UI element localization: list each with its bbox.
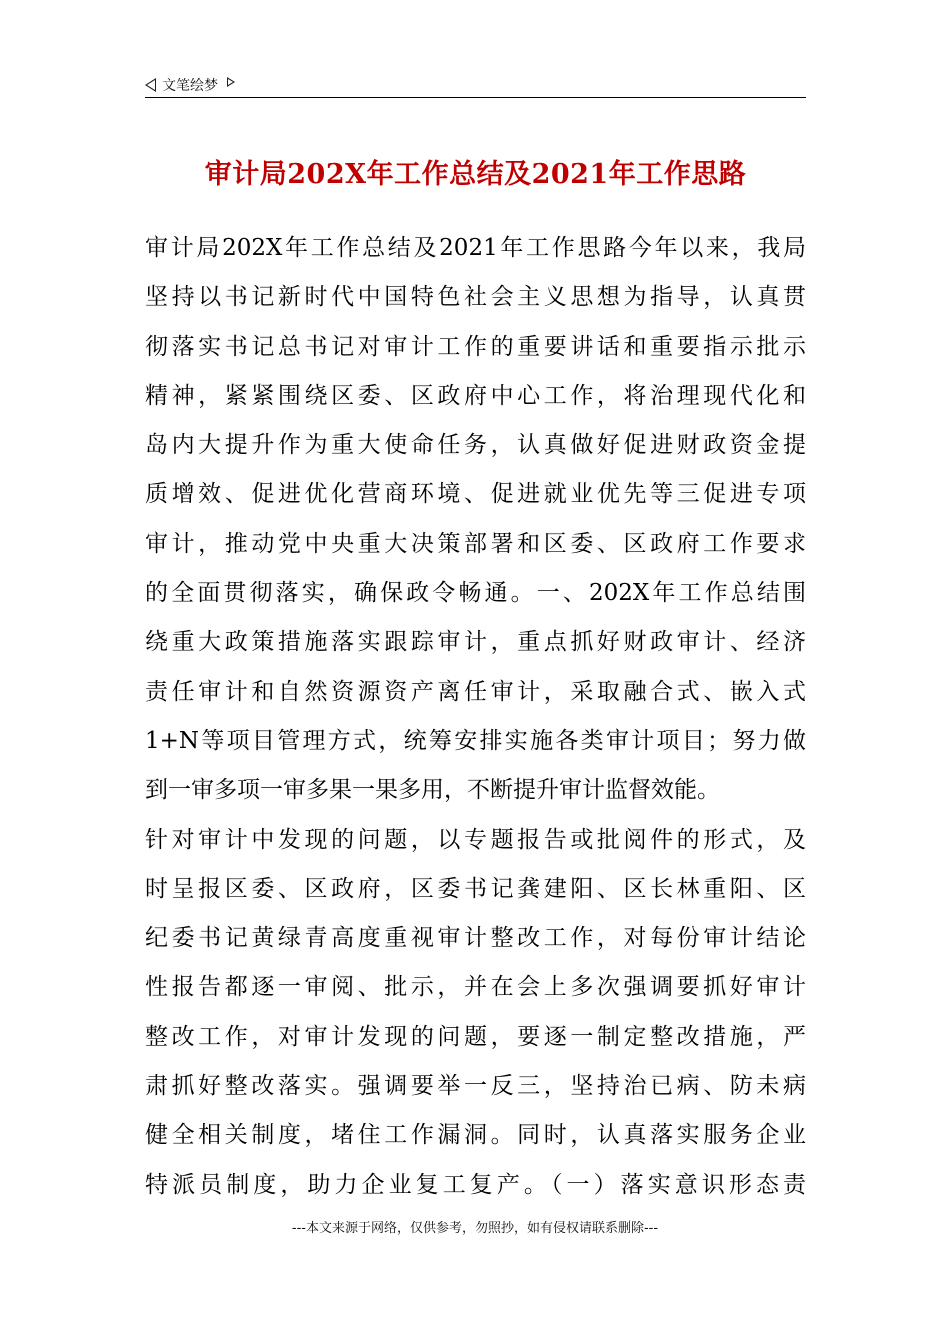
body-line: 精神，紧紧围绕区委、区政府中心工作，将治理现代化和 bbox=[145, 382, 806, 409]
body-line: 彻落实书记总书记对审计工作的重要讲话和重要指示批示 bbox=[145, 333, 806, 360]
page-header bbox=[145, 74, 235, 96]
body-line: 性报告都逐一审阅、批示，并在会上多次强调要抓好审计 bbox=[145, 974, 806, 1001]
body-line: 的全面贯彻落实，确保政令畅通。一、202X年工作总结围 bbox=[145, 580, 806, 607]
body-line: 责任审计和自然资源资产离任审计，采取融合式、嵌入式 bbox=[145, 678, 806, 705]
triangle-left-icon bbox=[145, 78, 156, 92]
triangle-right-icon bbox=[227, 77, 235, 87]
body-line: 健全相关制度，堵住工作漏洞。同时，认真落实服务企业 bbox=[145, 1122, 806, 1149]
body-line: 绕重大政策措施落实跟踪审计，重点抓好财政审计、经济 bbox=[145, 629, 806, 656]
body-line: 纪委书记黄绿青高度重视审计整改工作，对每份审计结论 bbox=[145, 925, 806, 952]
body-line: 整改工作，对审计发现的问题，要逐一制定整改措施，严 bbox=[145, 1023, 806, 1050]
body-line: 针对审计中发现的问题，以专题报告或批阅件的形式，及 bbox=[145, 826, 806, 853]
header-divider bbox=[145, 97, 806, 98]
body-line: 岛内大提升作为重大使命任务，认真做好促进财政资金提 bbox=[145, 432, 806, 459]
body-line: 1+N等项目管理方式，统筹安排实施各类审计项目；努力做 bbox=[145, 727, 806, 754]
body-line: 坚持以书记新时代中国特色社会主义思想为指导，认真贯 bbox=[145, 284, 806, 311]
body-line: 肃抓好整改落实。强调要举一反三，坚持治已病、防未病 bbox=[145, 1073, 806, 1100]
footer-notice: ---本文来源于网络，仅供参考，勿照抄，如有侵权请联系删除--- bbox=[291, 1221, 659, 1236]
body-line: 时呈报区委、区政府，区委书记龚建阳、区长林重阳、区 bbox=[145, 875, 806, 902]
body-line: 特派员制度，助力企业复工复产。（一）落实意识形态责 bbox=[145, 1171, 806, 1198]
body-line: 审计局202X年工作总结及2021年工作思路今年以来，我局 bbox=[145, 235, 806, 261]
body-line: 到一审多项一审多果一果多用，不断提升审计监督效能。 bbox=[145, 777, 720, 804]
document-title: 审计局202X年工作总结及2021年工作思路 bbox=[204, 159, 747, 190]
document-body bbox=[145, 224, 806, 1210]
body-line: 质增效、促进优化营商环境、促进就业优先等三促进专项 bbox=[145, 481, 806, 508]
header-brand: 文笔绘梦 bbox=[162, 78, 218, 94]
body-line: 审计，推动党中央重大决策部署和区委、区政府工作要求 bbox=[145, 530, 806, 557]
